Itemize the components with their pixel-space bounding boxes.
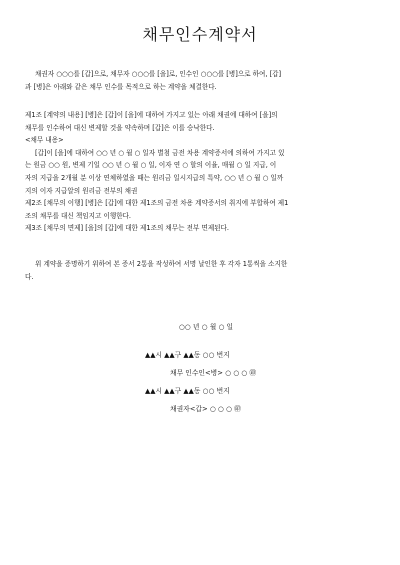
- party2-signature: 채권자<갑> ○ ○ ○ ㊞: [170, 405, 241, 413]
- contract-date: ○○ 년 ○ 월 ○ 일: [178, 323, 234, 331]
- debt-content-line: 지의 이자 지급알의 원리금 전부의 채권: [25, 186, 138, 195]
- document-title: 채무인수계약서: [142, 25, 258, 44]
- article-3-line: 제3조 [채무의 면제] [을]의 [갑]에 대한 제1조의 채무는 전부 면제된다.: [25, 224, 230, 233]
- debt-content-line: 자의 지급을 2개월 분 이상 연체하였을 때는 원리금 일시지급의 특약, ○○ 년 ○ 월 ○ 일까: [25, 173, 284, 182]
- party2-address: ▲▲시 ▲▲구 ▲▲동 ○○ 번지: [145, 387, 230, 395]
- debt-content-line: 는 원금 ○○ 원, 변제 기일 ○○ 년 ○ 월 ○ 일, 이자 연 ○ 할의 이율, 매월 ○ 일 지급, 이: [25, 161, 277, 170]
- intro-line: 채권자 ○○○를 [갑]으로, 채무자 ○○○를 [을]로, 인수인 ○○○를 [병]으로 하여, [갑]: [35, 70, 282, 78]
- article-2-line: 조의 채무를 대신 책임지고 이행한다.: [25, 211, 132, 220]
- article-1-line: 제1조 [계약의 내용] [병]은 [갑]이 [을]에 대하여 가지고 있는 아래 채권에 대하여 [을]의: [25, 111, 278, 119]
- intro-paragraph: [25, 68, 377, 93]
- debt-heading: <채무 내용>: [25, 136, 64, 145]
- party1-address: ▲▲시 ▲▲구 ▲▲동 ○○ 번지: [145, 351, 230, 359]
- article-1: [25, 109, 377, 235]
- closing-paragraph: [25, 258, 377, 283]
- party1-signature: 채무 인수인<병> ○ ○ ○ ㊞: [170, 369, 257, 377]
- article-1-line: 채무를 인수하여 대신 변제할 것을 약속하며 [갑]은 이를 승낙한다.: [25, 123, 215, 132]
- closing-line: 위 계약을 증명하기 위하여 본 증서 2통을 작성하여 서명 날인한 후 각자 1통씩을 소지한: [35, 260, 288, 268]
- debt-content-line: [갑]이 [을]에 대하여 ○○ 년 ○ 월 ○ 일자 별첨 금전 차용 계약증서에 의하여 가지고 있: [35, 148, 285, 157]
- intro-line: 과 [병]은 아래와 같은 채무 인수를 목적으로 하는 계약을 체결한다.: [25, 82, 217, 91]
- closing-line: 다.: [25, 272, 34, 281]
- article-2-line: 제2조 [채무의 이행] [병]은 [갑]에 대한 제1조의 금전 차용 계약증서의 취지에 부합하여 제1: [25, 199, 289, 208]
